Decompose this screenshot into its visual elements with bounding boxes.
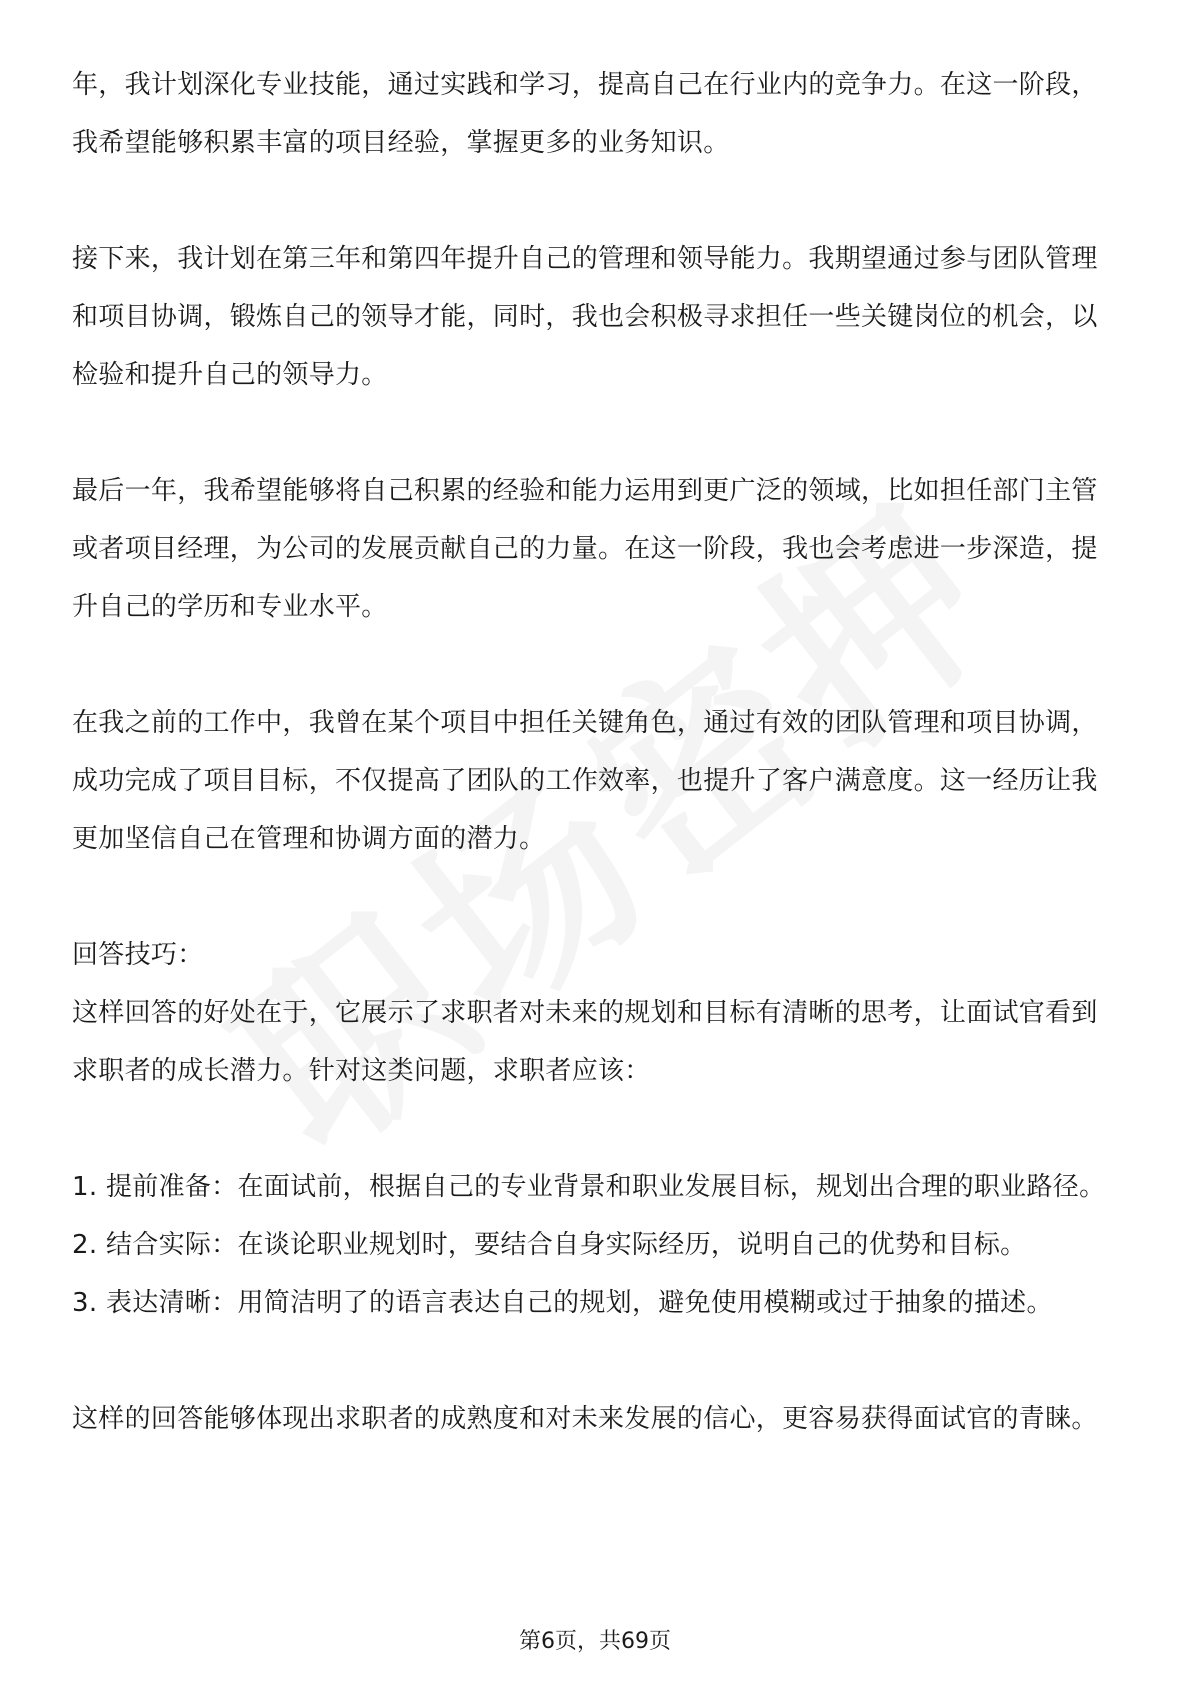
closing-paragraph: 这样的回答能够体现出求职者的成熟度和对未来发展的信心，更容易获得面试官的青睐。 <box>72 1404 1098 1434</box>
paragraph-gap <box>72 1100 1122 1158</box>
tips-list-item: 2. 结合实际：在谈论职业规划时，要结合自身实际经历，说明自己的优势和目标。 <box>72 1230 1027 1260</box>
paragraph-4: 在我之前的工作中，我曾在某个项目中担任关键角色，通过有效的团队管理和项目协调，成功完成了项目目标，不仅提高了团队的工作效率，也提升了客户满意度。这一经历让我更加坚信自己在管理和协调方面的潜力。 <box>72 708 1098 854</box>
document-body <box>72 56 1122 1448</box>
paragraph-gap <box>72 404 1122 462</box>
paragraph-2: 接下来，我计划在第三年和第四年提升自己的管理和领导能力。我期望通过参与团队管理和项目协调，锻炼自己的领导才能，同时，我也会积极寻求担任一些关键岗位的机会，以检验和提升自己的领导力。 <box>72 244 1098 390</box>
paragraph-3: 最后一年，我希望能够将自己积累的经验和能力运用到更广泛的领域，比如担任部门主管或者项目经理，为公司的发展贡献自己的力量。在这一阶段，我也会考虑进一步深造，提升自己的学历和专业水平。 <box>72 476 1098 622</box>
tips-list-item: 3. 表达清晰：用简洁明了的语言表达自己的规划，避免使用模糊或过于抽象的描述。 <box>72 1288 1053 1318</box>
paragraph-gap <box>72 868 1122 926</box>
paragraph-gap <box>72 172 1122 230</box>
paragraph-gap <box>72 636 1122 694</box>
tips-heading: 回答技巧： <box>72 940 204 970</box>
tips-intro: 这样回答的好处在于，它展示了求职者对未来的规划和目标有清晰的思考，让面试官看到求职者的成长潜力。针对这类问题，求职者应该： <box>72 998 1098 1086</box>
paragraph-1: 年，我计划深化专业技能，通过实践和学习，提高自己在行业内的竞争力。在这一阶段，我希望能够积累丰富的项目经验，掌握更多的业务知识。 <box>72 70 1098 158</box>
tips-list <box>72 1158 1122 1332</box>
tips-list-item: 1. 提前准备：在面试前，根据自己的专业背景和职业发展目标，规划出合理的职业路径。 <box>72 1172 1106 1202</box>
page-footer <box>0 1624 1190 1655</box>
page-indicator: 第6页，共69页 <box>519 1629 671 1654</box>
paragraph-gap <box>72 1332 1122 1390</box>
